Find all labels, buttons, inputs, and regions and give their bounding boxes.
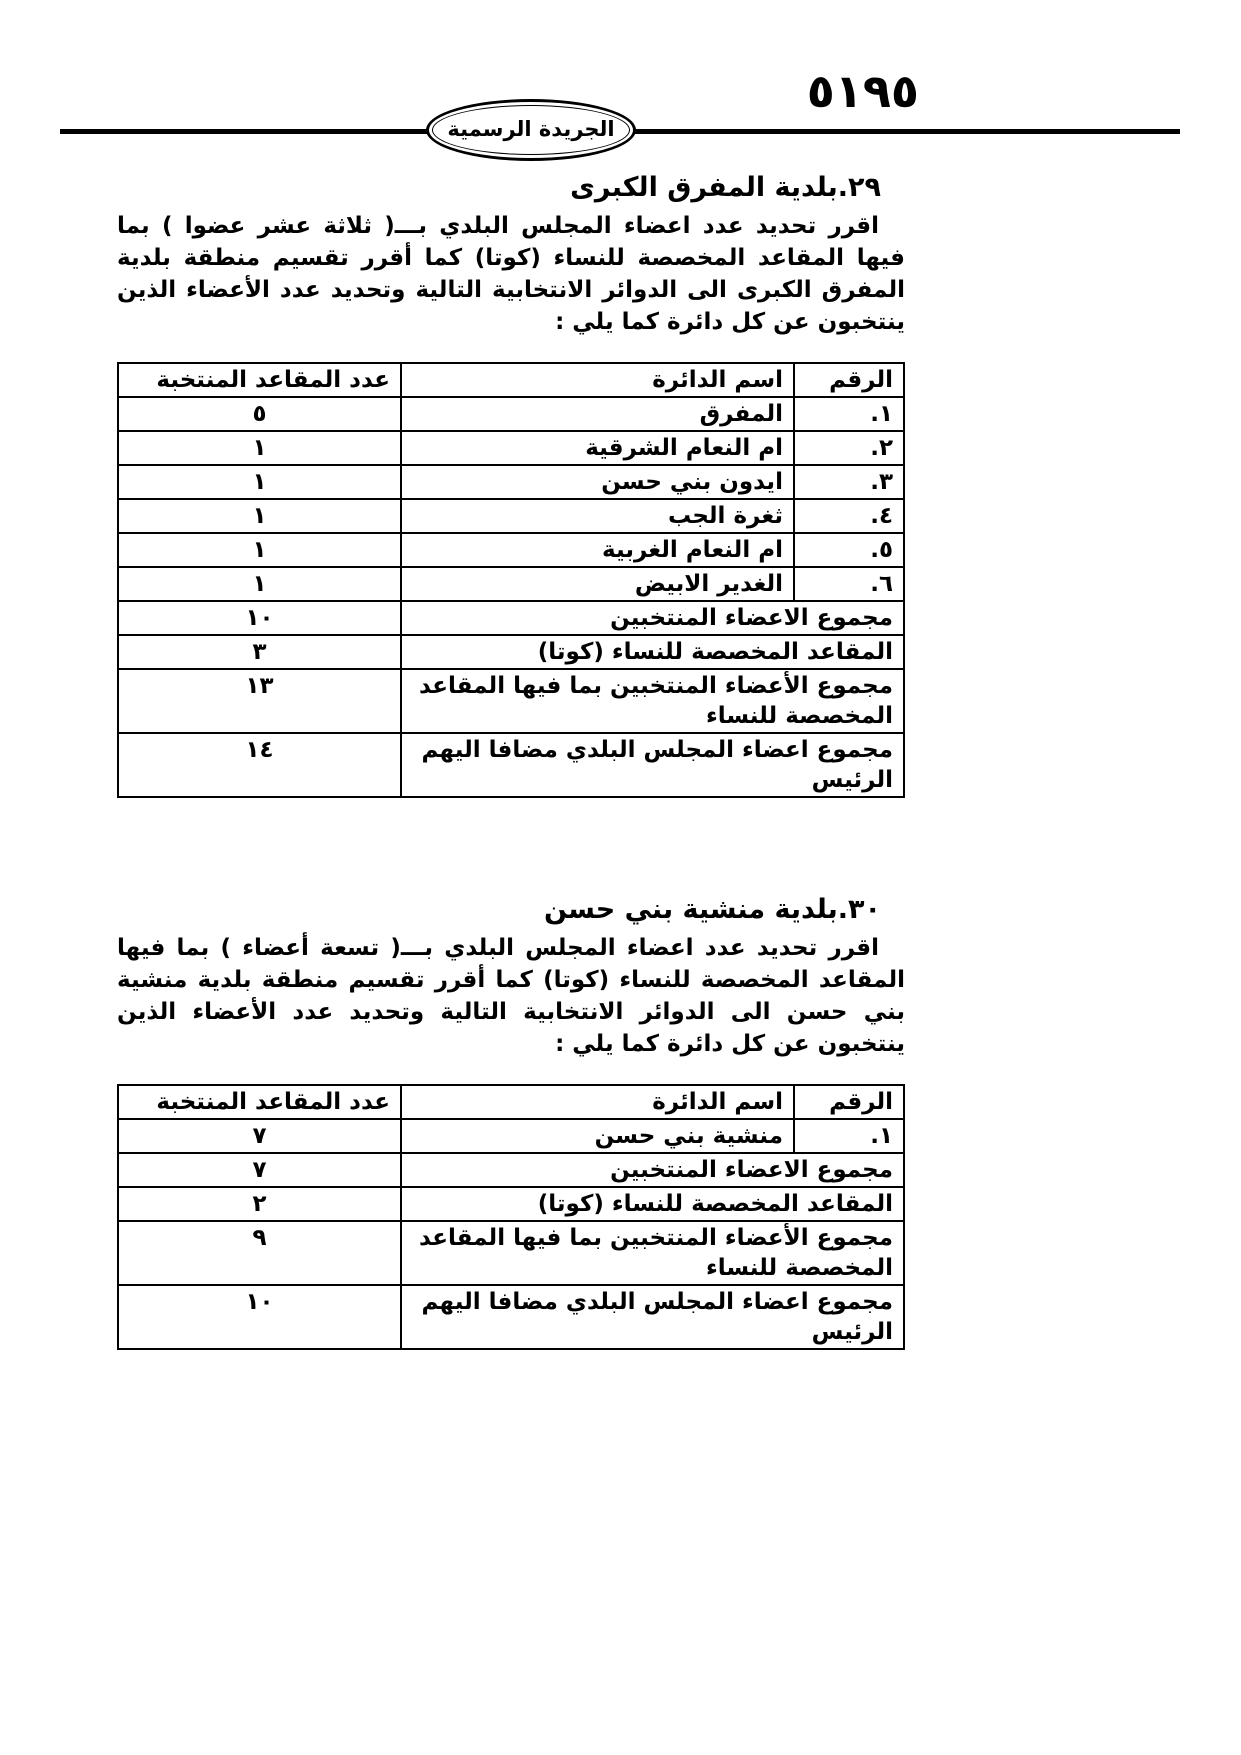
summary-row [118,1221,904,1285]
row-number-cell: ١. [794,397,904,431]
header-elected-seats: عدد المقاعد المنتخبة [118,363,401,397]
summary-value-cell: ٩ [118,1221,401,1285]
summary-label-cell: مجموع الأعضاء المنتخبين بما فيها المقاعد المخصصة للنساء [401,1221,904,1285]
district-name-cell: منشية بني حسن [401,1119,794,1153]
district-row [118,397,904,431]
seats-table [117,362,905,798]
district-row [118,1119,904,1153]
section-paragraph: اقرر تحديد عدد اعضاء المجلس البلدي بـــ( ثلاثة عشر عضوا ) بما فيها المقاعد المخصصة للنساء (كوتا) كما أقرر تقسيم منطقة بلدية المفرق الكبرى الى الدوائر الانتخابية التالية وتحديد عدد الأعضاء الذين ينتخبون عن كل دائرة كما يلي : [117,213,905,335]
summary-row [118,1285,904,1349]
seats-table [117,1084,905,1350]
district-row [118,533,904,567]
gazette-banner-text: الجريدة الرسمية [447,117,615,141]
section-title: ٣٠.بلدية منشية بني حسن [543,894,881,925]
district-name-cell: ايدون بني حسن [401,465,794,499]
district-name-cell: الغدير الابيض [401,567,794,601]
seat-count-cell: ١ [118,465,401,499]
summary-value-cell: ١٣ [118,669,401,733]
district-row [118,567,904,601]
district-row [118,465,904,499]
summary-label-cell: مجموع اعضاء المجلس البلدي مضافا اليهم الرئيس [401,733,904,797]
district-name-cell: ثغرة الجب [401,499,794,533]
summary-value-cell: ٣ [118,635,401,669]
row-number-cell: ٣. [794,465,904,499]
section-30-manshiyat-bani-hasan [117,892,905,1350]
header-district-name: اسم الدائرة [401,1085,794,1119]
summary-value-cell: ٧ [118,1153,401,1187]
section-paragraph: اقرر تحديد عدد اعضاء المجلس البلدي بـــ( تسعة أعضاء ) بما فيها المقاعد المخصصة للنساء (كوتا) كما أقرر تقسيم منطقة بلدية منشية بني حسن الى الدوائر الانتخابية التالية وتحديد عدد الأعضاء الذين ينتخبون عن كل دائرة كما يلي : [117,935,905,1057]
row-number-cell: ٥. [794,533,904,567]
summary-label-cell: مجموع الاعضاء المنتخبين [401,1153,904,1187]
header-elected-seats: عدد المقاعد المنتخبة [118,1085,401,1119]
summary-row [118,1153,904,1187]
section-29-mafraq [117,170,905,798]
section-title: ٢٩.بلدية المفرق الكبرى [570,172,881,203]
summary-label-cell: مجموع الاعضاء المنتخبين [401,601,904,635]
summary-label-cell: المقاعد المخصصة للنساء (كوتا) [401,1187,904,1221]
seat-count-cell: ١ [118,431,401,465]
summary-value-cell: ٢ [118,1187,401,1221]
district-name-cell: المفرق [401,397,794,431]
page-number: ٥١٩٥ [806,64,919,118]
seat-count-cell: ٧ [118,1119,401,1153]
district-row [118,499,904,533]
district-row [118,431,904,465]
summary-value-cell: ١٤ [118,733,401,797]
district-name-cell: ام النعام الغربية [401,533,794,567]
header-number: الرقم [794,363,904,397]
summary-value-cell: ١٠ [118,601,401,635]
row-number-cell: ١. [794,1119,904,1153]
gazette-banner [426,99,636,161]
seat-count-cell: ١ [118,567,401,601]
seat-count-cell: ٥ [118,397,401,431]
table-header-row [118,1085,904,1119]
district-name-cell: ام النعام الشرقية [401,431,794,465]
table-header-row [118,363,904,397]
summary-row [118,635,904,669]
summary-value-cell: ١٠ [118,1285,401,1349]
row-number-cell: ٦. [794,567,904,601]
document-body [117,170,905,1350]
row-number-cell: ٤. [794,499,904,533]
header-district-name: اسم الدائرة [401,363,794,397]
summary-label-cell: المقاعد المخصصة للنساء (كوتا) [401,635,904,669]
seat-count-cell: ١ [118,499,401,533]
summary-row [118,601,904,635]
row-number-cell: ٢. [794,431,904,465]
summary-label-cell: مجموع الأعضاء المنتخبين بما فيها المقاعد المخصصة للنساء [401,669,904,733]
seat-count-cell: ١ [118,533,401,567]
header-number: الرقم [794,1085,904,1119]
summary-label-cell: مجموع اعضاء المجلس البلدي مضافا اليهم الرئيس [401,1285,904,1349]
summary-row [118,733,904,797]
summary-row [118,669,904,733]
summary-row [118,1187,904,1221]
